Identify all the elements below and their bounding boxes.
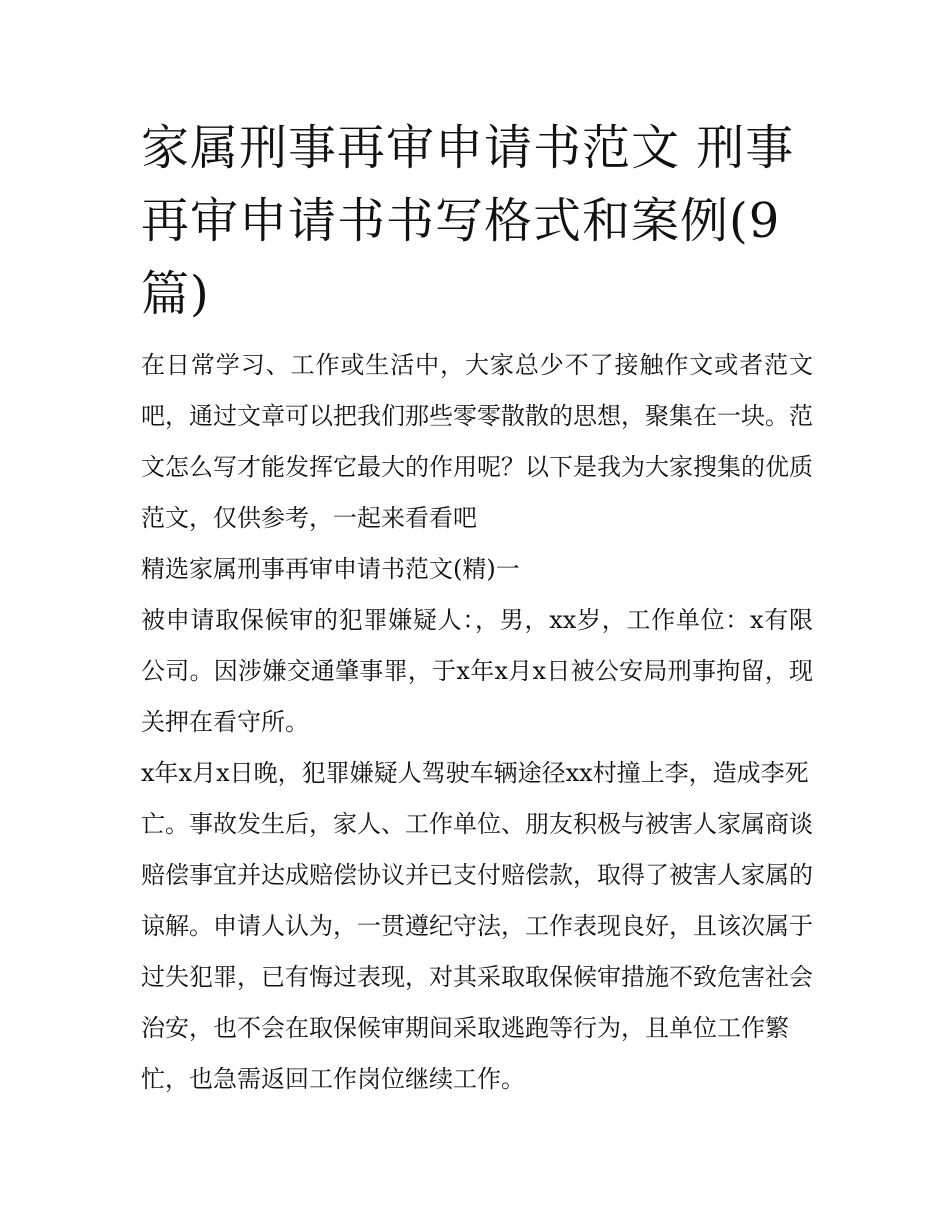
document-page [141,112,813,1105]
document-title: 家属刑事再审申请书范文 刑事再审申请书书写格式和案例(9篇) [141,120,795,322]
intro-paragraph: 在日常学习、工作或生活中，大家总少不了接触作文或者范文吧，通过文章可以把我们那些零零散散的思想，聚集在一块。范文怎么写才能发挥它最大的作用呢？以下是我为大家搜集的优质范文，仅供参考，一起来看看吧 [141,351,813,532]
suspect-info-paragraph: 被申请取保候审的犯罪嫌疑人：，男，xx岁，工作单位：x有限公司。因涉嫌交通肇事罪，于x年x月x日被公安局刑事拘留，现关押在看守所。 [141,606,813,736]
case-facts-paragraph: x年x月x日晚，犯罪嫌疑人驾驶车辆途径xx村撞上李，造成李死亡。事故发生后，家人、工作单位、朋友积极与被害人家属商谈赔偿事宜并达成赔偿协议并已支付赔偿款，取得了被害人家属的谅解。申请人认为，一贯遵纪守法，工作表现良好，且该次属于过失犯罪，已有悔过表现，对其采取取保候审措施不致危害社会治安，也不会在取保候审期间采取逃跑等行为，且单位工作繁忙，也急需返回工作岗位继续工作。 [141,759,813,1093]
section-heading: 精选家属刑事再审申请书范文(精)一 [141,555,520,583]
document-body [141,340,813,1105]
